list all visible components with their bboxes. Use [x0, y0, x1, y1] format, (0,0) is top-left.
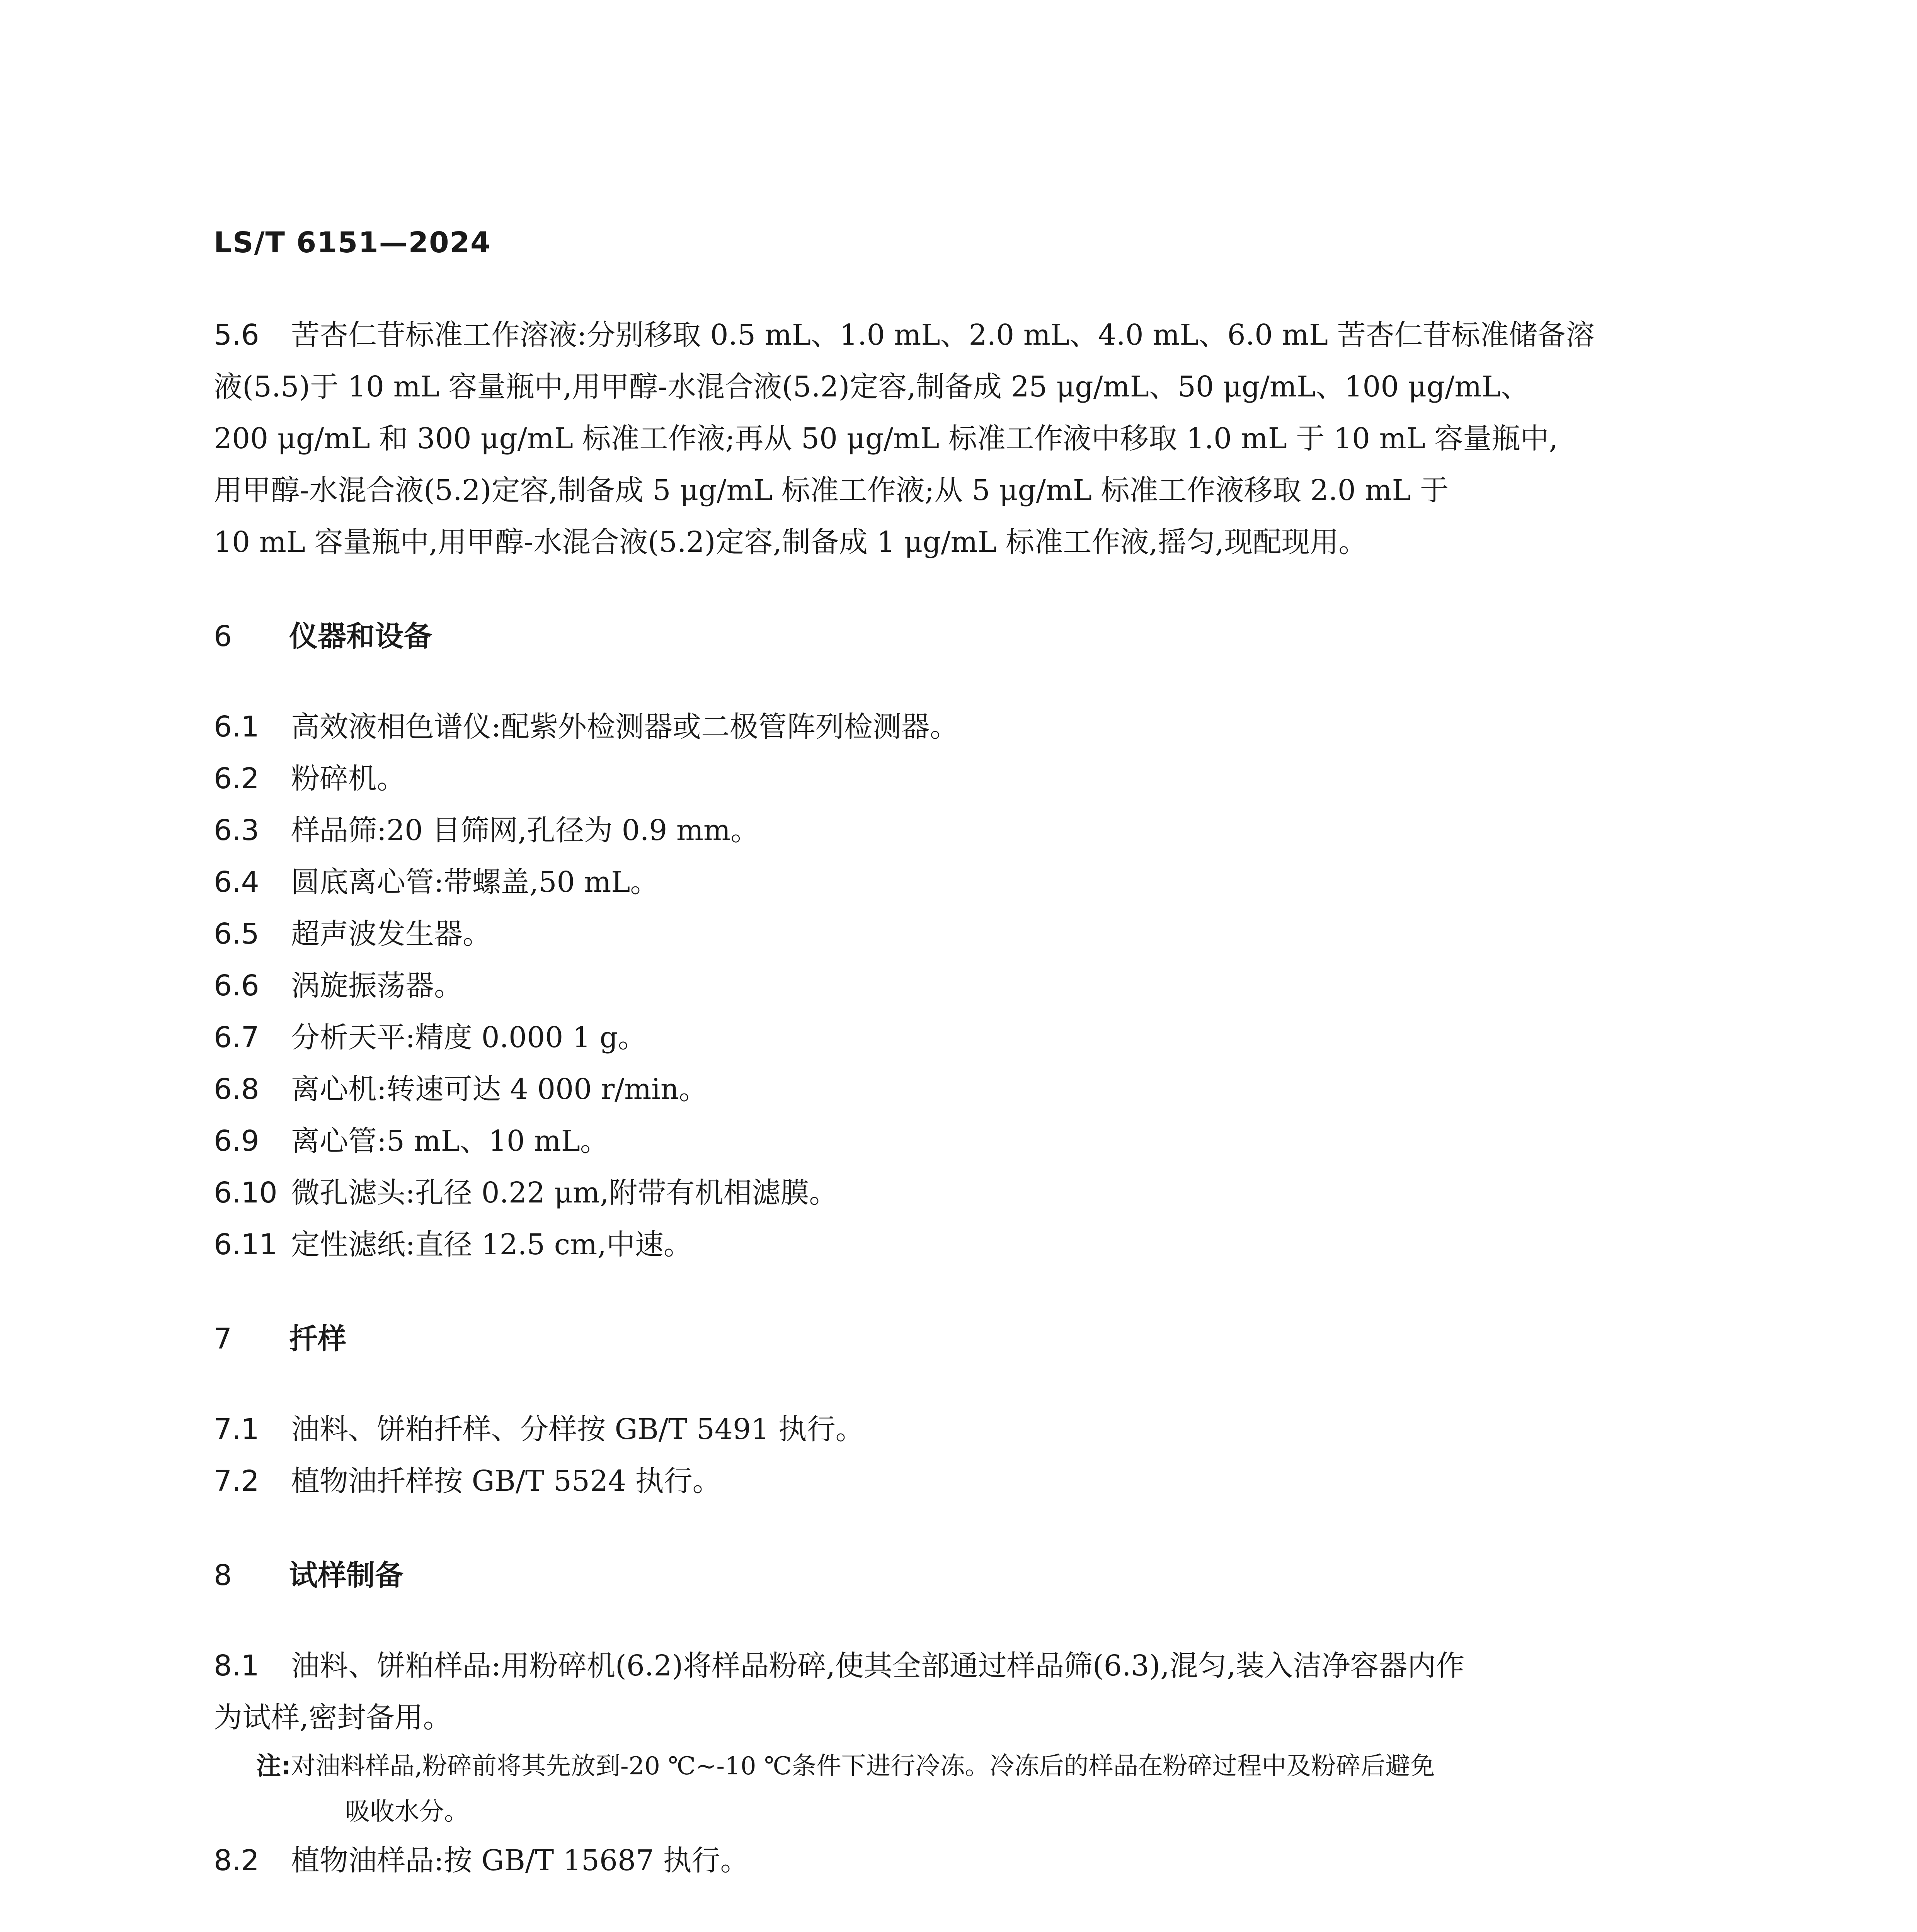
standard-code-header: LS/T 6151—2024 — [214, 226, 491, 259]
list-item: 7.1 油料、饼粕扦样、分样按 GB/T 5491 执行。 — [214, 1413, 864, 1446]
section-title: 试样制备 — [289, 1559, 403, 1592]
list-item: 6.3 样品筛:20 目筛网,孔径为 0.9 mm。 — [214, 814, 759, 847]
list-item: 6.7 分析天平:精度 0.000 1 g。 — [214, 1021, 647, 1054]
clause-8-1 — [214, 1640, 1702, 1743]
equipment-list — [214, 701, 1702, 1270]
list-item: 7.2 植物油扦样按 GB/T 5524 执行。 — [214, 1464, 721, 1498]
clause-text-line: 油料、饼粕样品:用粉碎机(6.2)将样品粉碎,使其全部通过样品筛(6.3),混匀,装入洁净容器内作 — [291, 1649, 1465, 1682]
list-item: 6.8 离心机:转速可达 4 000 r/min。 — [214, 1073, 708, 1106]
list-item: 6.10 微孔滤头:孔径 0.22 μm,附带有机相滤膜。 — [214, 1176, 838, 1209]
clause-number: 8.1 — [214, 1649, 259, 1682]
section-heading-9 — [214, 1929, 1702, 1932]
document-body — [214, 309, 1702, 1932]
section-number — [214, 1929, 289, 1932]
clause-5-6 — [214, 309, 1702, 568]
list-item: 6.2 粉碎机。 — [214, 762, 405, 795]
clause-text-line: 10 mL 容量瓶中,用甲醇-水混合液(5.2)定容,制备成 1 μg/mL 标准工作液,摇匀,现配现用。 — [214, 526, 1367, 559]
clause-text-line: 200 μg/mL 和 300 μg/mL 标准工作液;再从 50 μg/mL 标准工作液中移取 1.0 mL 于 10 mL 容量瓶中, — [214, 422, 1558, 455]
clause-number: 5.6 — [214, 318, 259, 352]
list-item: 6.5 超声波发生器。 — [214, 917, 491, 951]
clause-text-line: 用甲醇-水混合液(5.2)定容,制备成 5 μg/mL 标准工作液;从 5 μg/mL 标准工作液移取 2.0 mL 于 — [214, 474, 1449, 507]
section-title: 仪器和设备 — [289, 620, 432, 653]
list-item: 6.9 离心管:5 mL、10 mL。 — [214, 1124, 609, 1158]
clause-text-line: 为试样,密封备用。 — [214, 1701, 452, 1734]
clause-text-line: 苦杏仁苷标准工作溶液:分别移取 0.5 mL、1.0 mL、2.0 mL、4.0 mL、6.0 mL 苦杏仁苷标准储备溶 — [291, 318, 1595, 352]
list-item: 6.11 定性滤纸:直径 12.5 cm,中速。 — [214, 1228, 692, 1261]
list-item: 6.1 高效液相色谱仪:配紫外检测器或二极管阵列检测器。 — [214, 710, 958, 743]
sampling-list — [214, 1403, 1702, 1507]
note-label: 注: — [256, 1752, 291, 1781]
section-number: 6 — [214, 620, 232, 653]
clause-text-line: 液(5.5)于 10 mL 容量瓶中,用甲醇-水混合液(5.2)定容,制备成 25 μg/mL、50 μg/mL、100 μg/mL、 — [214, 370, 1529, 403]
section-heading-7 — [214, 1313, 1702, 1365]
section-number: 7 — [214, 1322, 232, 1355]
section-heading-8 — [214, 1549, 1702, 1601]
list-item: 6.6 涡旋振荡器。 — [214, 969, 463, 1002]
note-text-line: 对油料样品,粉碎前将其先放到-20 ℃~-10 ℃条件下进行冷冻。冷冻后的样品在粉碎过程中及粉碎后避免 — [291, 1752, 1435, 1781]
section-title: 扦样 — [289, 1322, 346, 1355]
section-heading-6 — [214, 611, 1702, 662]
section-number: 8 — [214, 1559, 232, 1592]
note-text-line: 吸收水分。 — [345, 1798, 469, 1826]
clause-8-2: 8.2 植物油样品:按 GB/T 15687 执行。 — [214, 1844, 749, 1877]
list-item: 6.4 圆底离心管:带螺盖,50 mL。 — [214, 866, 659, 899]
note-block — [214, 1743, 1702, 1835]
